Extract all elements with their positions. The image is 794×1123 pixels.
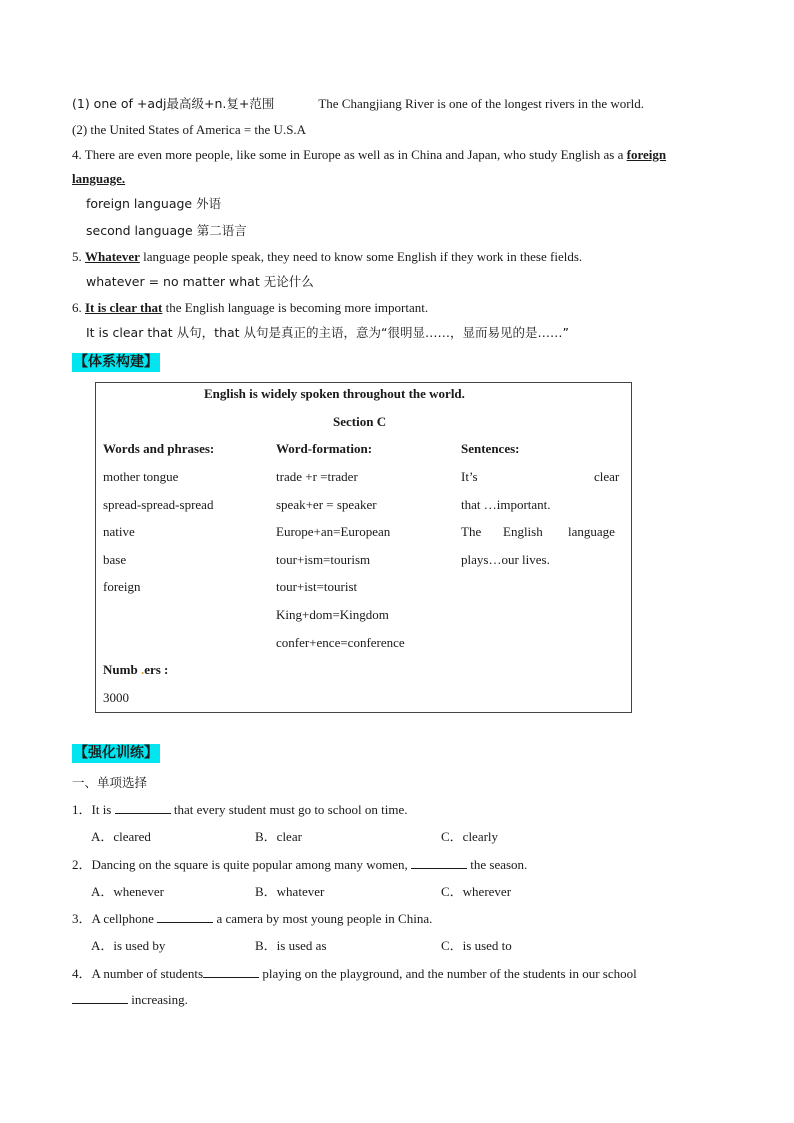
option-a[interactable]: A．whenever: [91, 884, 164, 899]
col1-item: foreign: [103, 579, 141, 594]
answer-blank[interactable]: [72, 991, 128, 1004]
sentence-4-key-2: language.: [72, 171, 126, 186]
note-2: (2) the United States of America = the U.S.A: [72, 122, 307, 137]
numbers-label-a: Numb: [103, 662, 138, 677]
sentence-6: [72, 299, 428, 317]
sentence-5-key: Whatever: [85, 249, 140, 264]
col3-word: clear: [594, 469, 620, 484]
option-c[interactable]: C．wherever: [441, 884, 512, 899]
note-1: [72, 95, 644, 113]
question-2: [72, 856, 527, 874]
sentence-4-text: 4. There are even more people, like some in Europe as well as in China and Japan, who study English as a: [72, 147, 627, 162]
sentence-4-key-1: foreign: [626, 147, 667, 162]
question-text: playing on the playground, and the number of the students in our school: [259, 966, 637, 981]
option-b[interactable]: B．is used as: [255, 938, 327, 953]
col3-word: The: [461, 524, 482, 539]
col1-item: spread-spread-spread: [103, 497, 214, 512]
option-a[interactable]: A．cleared: [91, 829, 151, 844]
question-text: that every student must go to school on time.: [170, 802, 408, 817]
question-text: 3．A cellphone: [72, 911, 158, 926]
col3-word: English: [503, 524, 543, 539]
numbers-label-b: ers :: [144, 662, 169, 677]
note-foreign-language: foreign language 外语: [86, 196, 222, 211]
col2-header: Word-formation:: [276, 441, 373, 456]
col1-item: native: [103, 524, 135, 539]
sentence-4: [72, 146, 666, 164]
sentence-6-text: the English language is becoming more important.: [162, 300, 429, 315]
answer-blank[interactable]: [115, 801, 171, 814]
question-4: [72, 965, 637, 983]
note-1-left: (1) one of +adj最高级+n.复+范围: [72, 96, 275, 111]
answer-blank[interactable]: [203, 965, 259, 978]
sentence-6-key: It is clear that: [85, 300, 163, 315]
numbers-value: 3000: [103, 690, 129, 705]
col2-item: confer+ence=conference: [276, 635, 405, 650]
question-text: 4．A number of students: [72, 966, 204, 981]
option-a[interactable]: A．is used by: [91, 938, 166, 953]
option-b[interactable]: B．whatever: [255, 884, 325, 899]
question-text: the season.: [467, 857, 528, 872]
col1-item: base: [103, 552, 127, 567]
note-whatever: whatever = no matter what 无论什么: [86, 274, 314, 289]
col3-word: It’s: [461, 469, 478, 484]
option-b[interactable]: B．clear: [255, 829, 302, 844]
question-text: 2．Dancing on the square is quite popular among many women,: [72, 857, 412, 872]
note-it-is-clear: It is clear that 从句，that 从句是真正的主语，意为“很明显……，显而易见的是……”: [86, 325, 569, 340]
question-text: a camera by most young people in China.: [213, 911, 433, 926]
col3-header: Sentences:: [461, 441, 520, 456]
question-4-cont: [72, 991, 188, 1009]
col2-item: tour+ist=tourist: [276, 579, 358, 594]
summary-table: [95, 382, 632, 713]
note-second-language: second language 第二语言: [86, 223, 247, 238]
part-title: 一、单项选择: [72, 775, 148, 790]
col3-word: language: [568, 524, 615, 539]
summary-title: English is widely spoken throughout the world.: [204, 386, 465, 401]
col3-line: that …important.: [461, 497, 551, 512]
answer-blank[interactable]: [411, 856, 467, 869]
col2-item: King+dom=Kingdom: [276, 607, 389, 622]
col2-item: Europe+an=European: [276, 524, 391, 539]
option-c[interactable]: C．clearly: [441, 829, 499, 844]
heading-reinforcement: 【强化训练】: [74, 745, 158, 761]
sentence-4-cont: [72, 170, 125, 188]
note-1-example: The Changjiang River is one of the longest rivers in the world.: [318, 96, 644, 111]
option-c[interactable]: C．is used to: [441, 938, 512, 953]
col1-item: mother tongue: [103, 469, 179, 484]
col2-item: trade +r =trader: [276, 469, 358, 484]
question-text: increasing.: [128, 992, 188, 1007]
col3-line: plays…our lives.: [461, 552, 550, 567]
heading-system-building: 【体系构建】: [74, 354, 158, 370]
sentence-5-text: language people speak, they need to know some English if they work in these fields.: [139, 249, 583, 264]
col1-header: Words and phrases:: [103, 441, 215, 456]
question-text: 1．It is: [72, 802, 115, 817]
sentence-6-num: 6.: [72, 300, 85, 315]
answer-blank[interactable]: [157, 910, 213, 923]
question-3: [72, 910, 432, 928]
question-1: [72, 801, 407, 819]
dot-mark: .: [137, 662, 145, 677]
summary-section: Section C: [333, 414, 387, 429]
numbers-header: [103, 661, 168, 679]
col2-item: tour+ism=tourism: [276, 552, 371, 567]
sentence-5-num: 5.: [72, 249, 85, 264]
col2-item: speak+er = speaker: [276, 497, 377, 512]
sentence-5: [72, 248, 582, 266]
